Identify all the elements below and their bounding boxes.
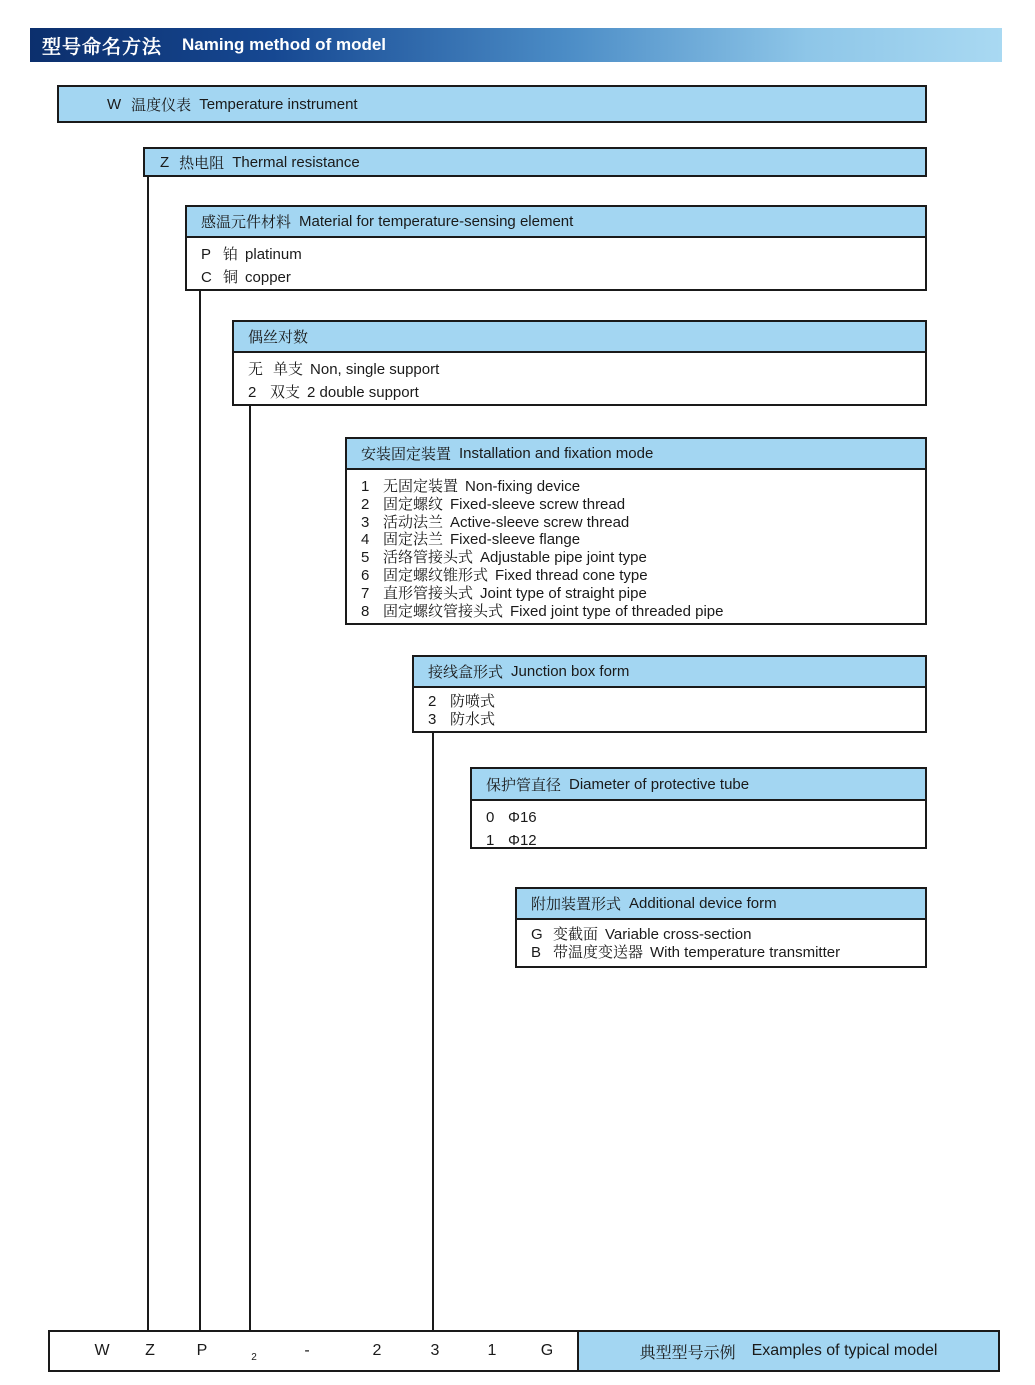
connector-line-sensing-material <box>199 290 201 1330</box>
list-item-en: Fixed-sleeve flange <box>450 531 581 549</box>
list-item-en: Fixed thread cone type <box>495 566 648 584</box>
model-code-tube: 1 <box>487 1342 497 1359</box>
list-item-zh: 防喷式 <box>450 693 496 710</box>
list-item-code: 3 <box>361 513 370 531</box>
list-item-code: 7 <box>361 584 370 602</box>
box-label-en: Thermal resistance <box>232 153 360 171</box>
box-code: W <box>107 95 122 113</box>
model-code-junction: 3 <box>430 1342 440 1359</box>
list-item-code: 2 <box>361 495 370 513</box>
box-header-zh: 接线盒形式 <box>428 664 504 681</box>
box-header-en: Diameter of protective tube <box>569 775 750 793</box>
list-item-zh: 变截面 <box>553 926 599 943</box>
model-code-bar <box>48 1330 1000 1372</box>
list-item <box>361 496 925 514</box>
list-item-code: 1 <box>486 832 495 849</box>
list-item-en: Fixed joint type of threaded pipe <box>510 602 724 620</box>
list-item-zh: 活动法兰 <box>383 513 444 531</box>
list-item <box>361 531 925 549</box>
page-title-zh: 型号命名方法 <box>42 36 163 58</box>
list-item <box>361 478 925 496</box>
box-header-en: Junction box form <box>511 663 630 680</box>
list-item <box>201 243 925 266</box>
list-item-zh: 固定法兰 <box>383 531 444 549</box>
box-installation-mode <box>345 437 927 625</box>
list-item-en: Active-sleeve screw thread <box>450 513 630 531</box>
model-bar-caption-en: Examples of typical model <box>751 1342 938 1359</box>
list-item-en: Non-fixing device <box>465 478 581 495</box>
box-item-list <box>517 920 925 962</box>
page-title-en: Naming method of model <box>182 35 387 54</box>
list-item <box>361 585 925 603</box>
list-item-code: 5 <box>361 549 370 567</box>
list-item-code: G <box>531 926 543 943</box>
model-code-p: P <box>196 1342 208 1359</box>
box-header-en: Material for temperature-sensing element <box>299 213 574 230</box>
list-item-zh: 防水式 <box>450 711 496 728</box>
model-code-dash: - <box>304 1342 310 1359</box>
list-item-zh: 固定螺纹锥形式 <box>383 566 489 584</box>
model-bar-caption-zh: 典型型号示例 <box>639 1344 736 1362</box>
list-item <box>201 266 925 289</box>
list-item-en: Joint type of straight pipe <box>480 584 647 602</box>
list-item-code: 无 <box>248 361 264 378</box>
list-item <box>361 603 925 621</box>
list-item-en: Fixed-sleeve screw thread <box>450 495 626 513</box>
box-header <box>347 439 925 470</box>
list-item-code: 2 <box>428 693 437 710</box>
connector-line-junction-box <box>432 732 434 1330</box>
box-header-en: Additional device form <box>629 895 777 912</box>
model-code-z: Z <box>145 1342 155 1359</box>
list-item <box>248 381 925 404</box>
box-header-zh: 安装固定装置 <box>361 446 452 463</box>
list-item-zh: Φ12 <box>508 832 537 849</box>
list-item-en: 2 double support <box>307 384 419 401</box>
box-header-en: Installation and fixation mode <box>459 445 654 462</box>
list-item-zh: 固定螺纹 <box>383 495 444 513</box>
list-item-zh: 固定螺纹管接头式 <box>383 602 504 620</box>
box-header <box>414 657 925 688</box>
connector-line-wire-pairs <box>249 405 251 1330</box>
list-item-zh: 双支 <box>270 384 301 401</box>
box-protective-tube-diameter <box>470 767 927 849</box>
list-item-zh: 铜 <box>223 269 239 286</box>
list-item-code: B <box>531 944 542 961</box>
list-item-en: Variable cross-section <box>605 926 752 943</box>
box-item-list <box>187 238 925 289</box>
box-item-list <box>472 801 925 852</box>
list-item <box>486 806 925 829</box>
box-code: Z <box>160 153 170 171</box>
list-item <box>486 829 925 852</box>
box-header-zh: 感温元件材料 <box>201 214 292 231</box>
box-header <box>187 207 925 238</box>
list-item <box>361 567 925 585</box>
box-label-zh: 温度仪表 <box>131 96 192 114</box>
list-item-en: platinum <box>245 246 302 263</box>
box-item-list <box>347 470 925 620</box>
list-item <box>531 944 925 962</box>
model-code-pairs: 2 <box>251 1351 257 1363</box>
model-code-w: W <box>94 1342 110 1359</box>
list-item-en: Adjustable pipe joint type <box>480 549 647 567</box>
list-item-zh: 直形管接头式 <box>383 584 474 602</box>
box-sensing-material <box>185 205 927 291</box>
list-item <box>361 549 925 567</box>
box-temperature-instrument <box>57 85 927 123</box>
list-item-code: 3 <box>428 711 437 728</box>
box-header-zh: 偶丝对数 <box>248 329 309 346</box>
list-item <box>428 693 925 711</box>
box-additional-device-form <box>515 887 927 968</box>
box-header-zh: 附加装置形式 <box>531 896 622 913</box>
box-label-zh: 热电阻 <box>179 154 225 172</box>
model-code-fixation: 2 <box>372 1342 382 1359</box>
box-junction-box-form <box>412 655 927 733</box>
list-item-code: 8 <box>361 602 370 620</box>
list-item-zh: Φ16 <box>508 809 537 826</box>
list-item-code: 1 <box>361 478 370 495</box>
box-item-list <box>414 688 925 729</box>
box-header <box>472 769 925 801</box>
list-item <box>428 711 925 729</box>
list-item-zh: 无固定装置 <box>383 478 459 495</box>
model-bar-caption <box>577 1332 998 1370</box>
list-item-en: With temperature transmitter <box>650 944 841 961</box>
connector-line-thermal-resistance <box>147 176 149 1330</box>
list-item-code: 2 <box>248 384 257 401</box>
list-item <box>361 514 925 532</box>
list-item-code: 0 <box>486 809 495 826</box>
list-item-zh: 带温度变送器 <box>553 944 644 961</box>
list-item-zh: 活络管接头式 <box>383 549 474 567</box>
list-item-code: P <box>201 246 212 263</box>
page-title <box>30 28 1002 62</box>
box-wire-pairs <box>232 320 927 406</box>
list-item-en: copper <box>245 269 291 286</box>
list-item-zh: 单支 <box>273 361 304 378</box>
box-label-en: Temperature instrument <box>199 95 358 113</box>
list-item <box>248 358 925 381</box>
list-item-zh: 铂 <box>223 246 239 263</box>
list-item-code: 4 <box>361 531 370 549</box>
list-item-en: Non, single support <box>310 361 440 378</box>
list-item-code: 6 <box>361 566 370 584</box>
box-item-list <box>234 353 925 404</box>
box-header-zh: 保护管直径 <box>486 776 562 794</box>
model-code-additional: G <box>540 1342 554 1359</box>
box-header <box>517 889 925 920</box>
list-item-code: C <box>201 269 212 286</box>
list-item <box>531 926 925 944</box>
box-header <box>234 322 925 353</box>
box-thermal-resistance <box>143 147 927 177</box>
